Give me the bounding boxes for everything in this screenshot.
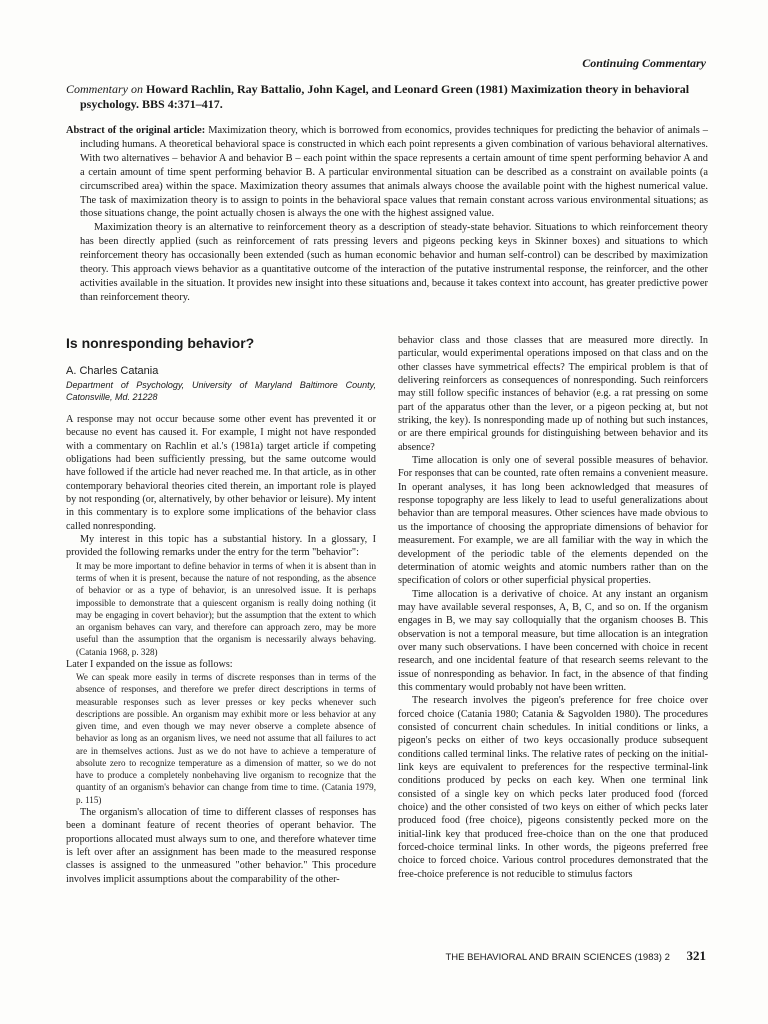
target-article-citation: Howard Rachlin, Ray Battalio, John Kagel, and Leonard Green (1981) Maximization theory in behavioral psychology. BBS 4:371–417. — [80, 82, 690, 111]
abstract-lead: Abstract of the original article: — [66, 125, 206, 136]
body-paragraph: My interest in this topic has a substantial history. In a glossary, I provided the following remarks under the entry for the term "behavior": — [66, 534, 376, 559]
original-abstract — [66, 124, 708, 305]
author-name: A. Charles Catania — [66, 365, 159, 377]
body-paragraph: The research involves the pigeon's preference for free choice over forced choice (Catania 1980; Catania & Sagvolden 1980). The procedures consisted of concurrent chain schedules. In initial conditions or links, a pigeon's pecks on either of two keys occasionally produce subsequent conditions called terminal links. The relative rates of pecking on the initial-link keys are equivalent to preferences for the respective terminal-link conditions produced by pecks on each key. When one terminal link consisted of a single key on which pecks later produced food (forced choice) and the other consisted of two keys on either of which pecks later produced food (free choice), pigeons consistently pecked more on the initial-link key that produced free-choice than on the one that produced forced-choice terminal links. In other words, the pigeons preferred free choice to forced choice. Various control procedures demonstrated that the free-choice preference is not reducible to stimulus factors — [398, 695, 708, 880]
article-title: Is nonresponding behavior? — [66, 335, 255, 351]
page-number: 321 — [686, 948, 706, 963]
commentary-citation — [66, 82, 722, 112]
abstract-paragraph-1 — [66, 124, 708, 221]
left-column — [66, 334, 376, 886]
body-paragraph: The organism's allocation of time to different classes of responses has been a dominant feature of recent theories of operant behavior. The proportions allocated must always sum to one, and therefore whatever time is left over after an assignment has been made to the measured response classes is assigned to the unmeasured "other behavior." This procedure involves implicit assumptions about the comparability of the other- — [66, 806, 376, 885]
abstract-text-1: Maximization theory, which is borrowed from economics, provides techniques for predicting the behavior of animals – including humans. A theoretical behavioral space is constructed in which each point represents a given combination of various behavioral alternatives. With two alternatives – behavior A and behavior B – each point within the space represents a certain amount of time spent performing behavior A and a certain amount of time spent performing behavior B. A particular environmental situation can be described as a constraint on available points (a circumscribed area) within the space. Maximization theory assumes that animals always choose the available point with the highest numerical value. The task of maximization theory is to assign to points in the behavioral space values that remain constant across various environmental situations; as those situations change, the point actually chosen is always the one with the highest assigned value. — [80, 125, 708, 220]
body-paragraph: A response may not occur because some other event has prevented it or because no event has caused it. For example, I might not have responded with a commentary on Rachlin et al.'s (1981a) target article if competing obligations had been sufficiently pressing, but the same outcome would have followed if the article had never reached me. In that article, as in other contemporary behavioral theories cited therein, an important role is played by not responding (or, alternatively, by other behavior or leisure). My intent in this commentary is to explore some implications of the behavior class called nonresponding. — [66, 414, 376, 532]
right-column — [398, 334, 708, 881]
block-quote: We can speak more easily in terms of discrete responses than in terms of the absence of responses, and therefore we prefer direct descriptions in terms of measurable responses such as lever presses or key pecks whenever such descriptions are possible. An organism may exhibit more or less behavior at any given time, and even though we may never observe a complete absence of behavior as long as an organism lives, we need not assume that all failures to act are in themselves actions. Just as we do not have to achieve a temperature of absolute zero to recognize temperature as a dimension of matter, so we do not have to produce a completely nonbehaving live organism to recognize that the quantity of an organism's behavior can change from time to time. (Catania 1979, p. 115) — [76, 672, 376, 805]
abstract-paragraph-2: Maximization theory is an alternative to reinforcement theory as a description of steady-state behavior. Situations to which reinforcement theory has been directly applied (such as reinforcement of rats pressing levers and pigeons pecking keys in Skinner boxes) and situations to which reinforcement theory has occasionally been extended (such as human economic behavior and human self-control) can be described by maximization theory. This approach views behavior as a quantitative outcome of the interaction of the putative instrumental response, the reinforcer, and the other activities available in the situation. It provides new insight into these situations and, because it takes context into account, has greater predictive power than reinforcement theory. — [80, 222, 708, 303]
author-affiliation: Department of Psychology, University of Maryland Baltimore County, Catonsville, Md. 21228 — [66, 380, 376, 402]
running-head: Continuing Commentary — [582, 56, 706, 70]
body-paragraph: Later I expanded on the issue as follows: — [66, 658, 233, 670]
commentary-on-lead: Commentary on — [66, 82, 143, 96]
block-quote: It may be more important to define behavior in terms of when it is absent than in terms of when it is present, because the nature of not responding, as the absence of behavior or as a type of behavior, is an unresolved issue. It is perhaps impossible to demonstrate that a quiescent organism is really doing nothing (it may be engaging in covert behavior); but the assumption that the extent to which an organism behaves can vary, and therefore can approach zero, may be more useful than the assumption that the organism is necessarily always behaving. (Catania 1968, p. 328) — [76, 560, 376, 657]
body-paragraph: Time allocation is a derivative of choice. At any instant an organism may have available several responses, A, B, C, and so on. If the organism engages in B, we may say colloquially that the organism chooses B. This observation is not a temporal measure, but time allocation is an integration over many such observations. I have been concerned with choice in recent research, and one incidental feature of that research seems relevant to the issue of nonresponding as behavior. In fact, in the absence of that finding this commentary would probably not have been written. — [398, 588, 708, 693]
journal-name: THE BEHAVIORAL AND BRAIN SCIENCES (1983) 2 — [445, 952, 670, 963]
page-footer — [445, 948, 706, 964]
body-paragraph: behavior class and those classes that are measured more directly. In particular, would experimental operations imposed on that class and on the other classes have symmetrical effects? The empirical problem is that of delivering reinforcers as consequences of nonresponding. Such reinforcers may still follow specific instances of behavior (e.g. a rat pressing on some part of the apparatus other than the lever, or a pigeon pecking at, but not striking, the key). Is nonresponding made up of nothing but such instances, or are there empirical grounds for distinguishing between behavior and its absence? — [398, 335, 708, 453]
body-paragraph: Time allocation is only one of several possible measures of behavior. For responses that can be counted, rate often remains a convenient measure. In operant analyses, it has long been acknowledged that measures of response topography are less likely to lead to useful generalizations about behavior than are temporal measures. Other sciences have made obvious to us the importance of choosing the appropriate dimensions of behavior for measurement. For example, we are all familiar with the way in which the development of the periodic table of the elements depended on the determination of atomic weights and atomic numbers rather than on the specification of colors or other superficial physical properties. — [398, 455, 708, 587]
